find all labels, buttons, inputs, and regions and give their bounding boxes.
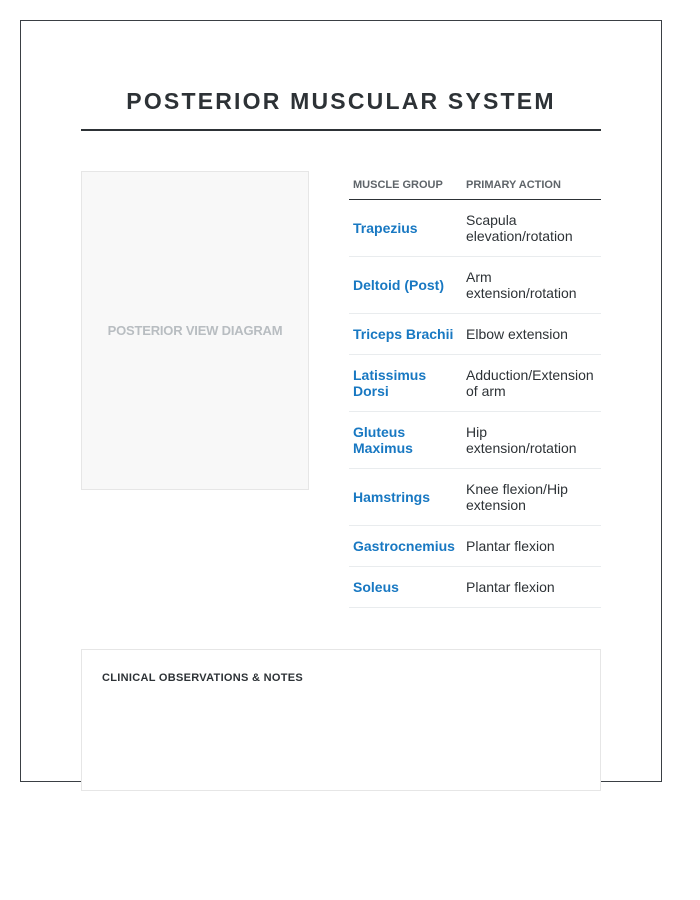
muscle-action: Plantar flexion xyxy=(462,567,601,608)
diagram-placeholder-label: POSTERIOR VIEW DIAGRAM xyxy=(107,323,283,338)
table-row xyxy=(349,567,601,608)
muscle-name: Deltoid (Post) xyxy=(349,257,462,314)
table-row xyxy=(349,314,601,355)
column-header-primary-action: PRIMARY ACTION xyxy=(462,171,601,200)
table-header-row xyxy=(349,171,601,200)
muscle-action: Plantar flexion xyxy=(462,526,601,567)
table-row xyxy=(349,412,601,469)
table-row xyxy=(349,200,601,257)
column-header-muscle-group: MUSCLE GROUP xyxy=(349,171,462,200)
muscle-action: Scapula elevation/rotation xyxy=(462,200,601,257)
muscle-name: Trapezius xyxy=(349,200,462,257)
muscle-action: Knee flexion/Hip extension xyxy=(462,469,601,526)
muscle-action: Adduction/Extension of arm xyxy=(462,355,601,412)
table-row xyxy=(349,355,601,412)
table-row xyxy=(349,257,601,314)
page-title: POSTERIOR MUSCULAR SYSTEM xyxy=(126,88,556,114)
muscle-name: Latissimus Dorsi xyxy=(349,355,462,412)
muscle-name: Soleus xyxy=(349,567,462,608)
notes-title: CLINICAL OBSERVATIONS & NOTES xyxy=(102,672,304,684)
muscle-action: Elbow extension xyxy=(462,314,601,355)
muscle-action: Arm extension/rotation xyxy=(462,257,601,314)
muscle-table xyxy=(349,171,601,608)
muscle-name: Triceps Brachii xyxy=(349,314,462,355)
posterior-view-diagram-placeholder xyxy=(81,171,309,490)
muscle-name: Hamstrings xyxy=(349,469,462,526)
muscle-action: Hip extension/rotation xyxy=(462,412,601,469)
title-divider xyxy=(81,129,601,131)
muscle-name: Gastrocnemius xyxy=(349,526,462,567)
clinical-notes-box[interactable] xyxy=(81,649,601,791)
muscle-name: Gluteus Maximus xyxy=(349,412,462,469)
table-row xyxy=(349,526,601,567)
document-page xyxy=(20,20,662,782)
table-row xyxy=(349,469,601,526)
